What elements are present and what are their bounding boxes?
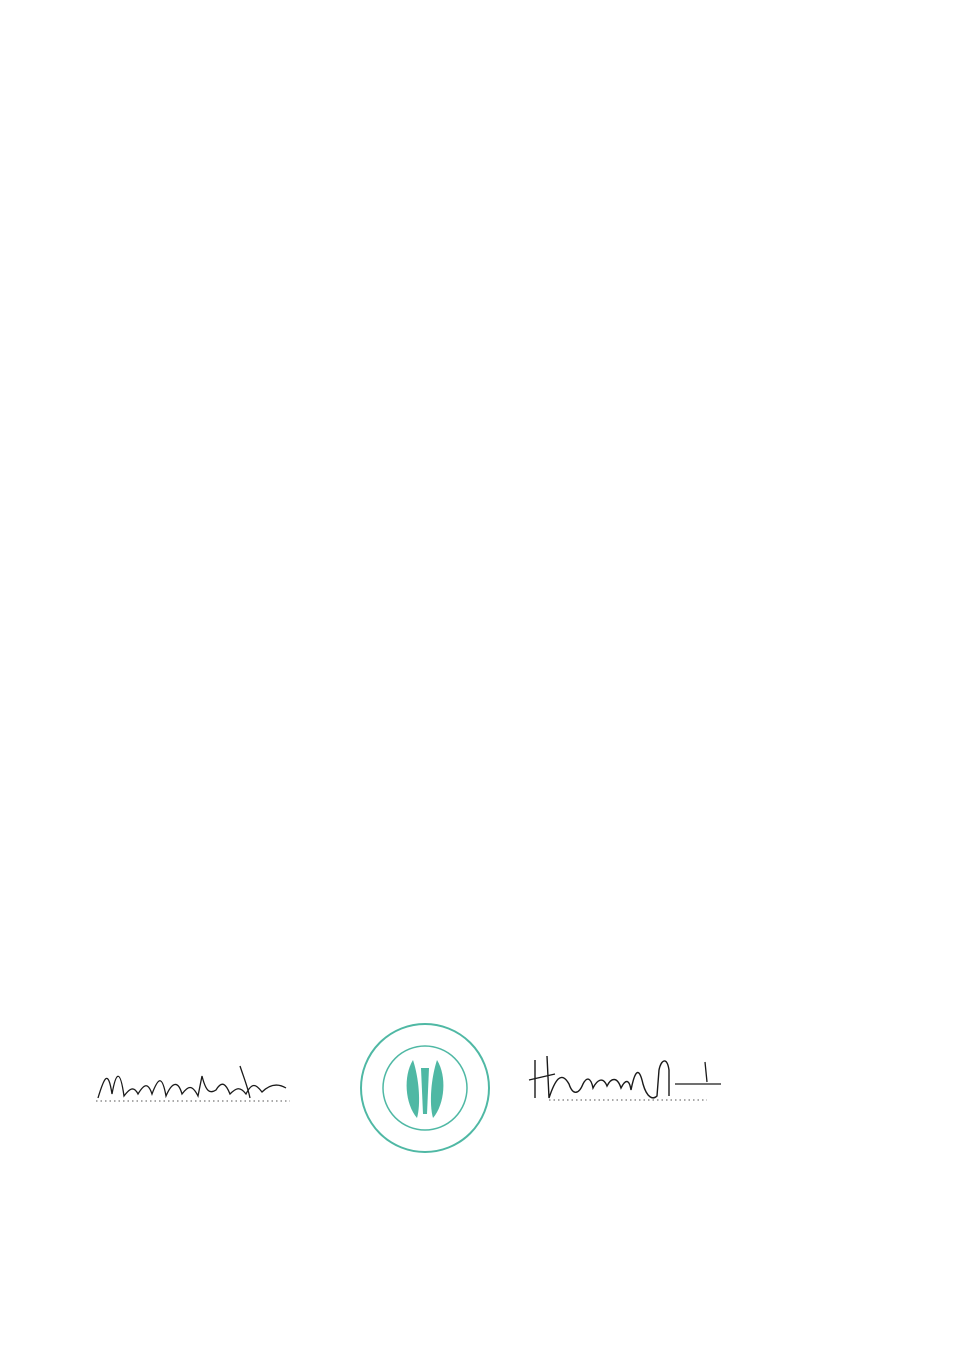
stamp-seal	[355, 1018, 495, 1158]
signature-right	[525, 1040, 735, 1110]
signature-left	[90, 1058, 310, 1108]
